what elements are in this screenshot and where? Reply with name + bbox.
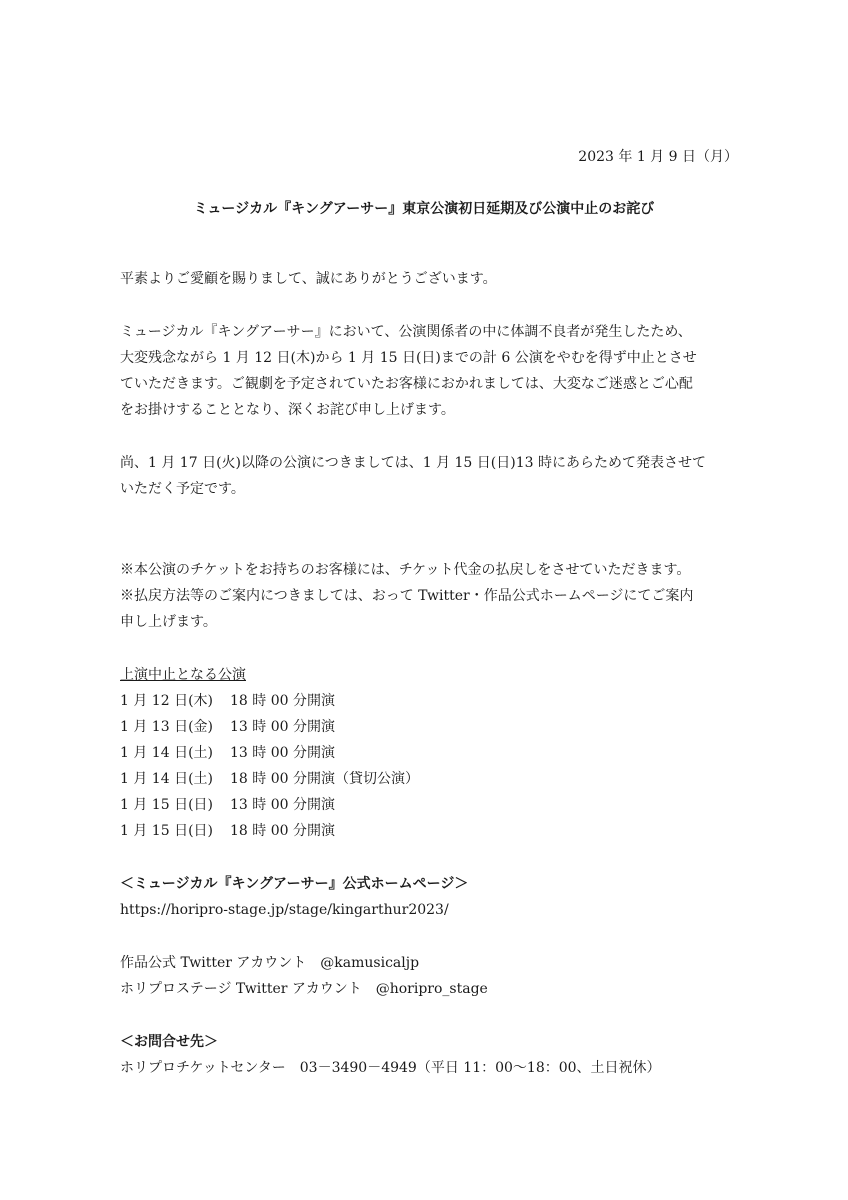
performance-time: 13 時 00 分開演 <box>230 797 335 813</box>
paragraph1-line: をお掛けすることとなり、深くお詫び申し上げます。 <box>120 402 455 418</box>
contact-heading: ＜お問合せ先＞ <box>120 1034 218 1050</box>
paragraph1-line: 大変残念ながら 1 月 12 日(木)から 1 月 15 日(日)までの計 6 公演をやむを得ず中止とさせ <box>120 350 697 366</box>
performance-time: 18 時 00 分開演 <box>230 693 335 709</box>
refund-note: ※払戻方法等のご案内につきましては、おって Twitter・作品公式ホームページにてご案内 <box>120 588 694 604</box>
cancelled-performance <box>120 688 740 714</box>
performance-date: 1 月 14 日(土) <box>120 745 213 761</box>
cancelled-performance <box>120 818 740 844</box>
performance-time: 18 時 00 分開演 <box>230 823 335 839</box>
paragraph1-line: ミュージカル『キングアーサー』において、公演関係者の中に体調不良者が発生したため、 <box>120 324 692 340</box>
performance-time: 18 時 00 分開演（貸切公演） <box>230 771 419 787</box>
document-body <box>120 266 740 1081</box>
performance-date: 1 月 15 日(日) <box>120 823 213 839</box>
performance-date: 1 月 12 日(木) <box>120 693 213 709</box>
performance-date: 1 月 14 日(土) <box>120 771 213 787</box>
homepage-heading: ＜ミュージカル『キングアーサー』公式ホームページ＞ <box>120 876 469 892</box>
cancelled-performance <box>120 740 740 766</box>
performance-time: 13 時 00 分開演 <box>230 745 335 761</box>
cancelled-performance <box>120 766 740 792</box>
refund-note: ※本公演のチケットをお持ちのお客様には、チケット代金の払戻しをさせていただきます。 <box>120 562 691 578</box>
greeting: 平素よりご愛顧を賜りまして、誠にありがとうございます。 <box>120 271 497 287</box>
performance-date: 1 月 13 日(金) <box>120 719 213 735</box>
paragraph2-line: いただく予定です。 <box>120 481 245 497</box>
document-date: 2023 年 1 月 9 日（月） <box>578 149 738 165</box>
twitter-account: ホリプロステージ Twitter アカウント @horipro_stage <box>120 981 488 997</box>
refund-note: 申し上げます。 <box>120 614 217 630</box>
twitter-account: 作品公式 Twitter アカウント @kamusicaljp <box>120 955 420 971</box>
paragraph2-line: 尚、1 月 17 日(火)以降の公演につきましては、1 月 15 日(日)13 時にあらためて発表させて <box>120 455 706 471</box>
cancelled-heading: 上演中止となる公演 <box>120 667 246 683</box>
cancelled-performance <box>120 714 740 740</box>
performance-date: 1 月 15 日(日) <box>120 797 213 813</box>
paragraph1-line: ていただきます。ご観劇を予定されていたお客様におかれましては、大変なご迷惑とご心配 <box>120 376 693 392</box>
document-title: ミュージカル『キングアーサー』東京公演初日延期及び公演中止のお詫び <box>193 201 655 217</box>
performance-time: 13 時 00 分開演 <box>230 719 335 735</box>
contact-line: ホリプロチケットセンター 03－3490－4949（平日 11：00～18：00、土日祝休） <box>120 1060 661 1076</box>
homepage-url[interactable]: https://horipro-stage.jp/stage/kingarthur2023/ <box>120 902 449 918</box>
cancelled-performance <box>120 792 740 818</box>
